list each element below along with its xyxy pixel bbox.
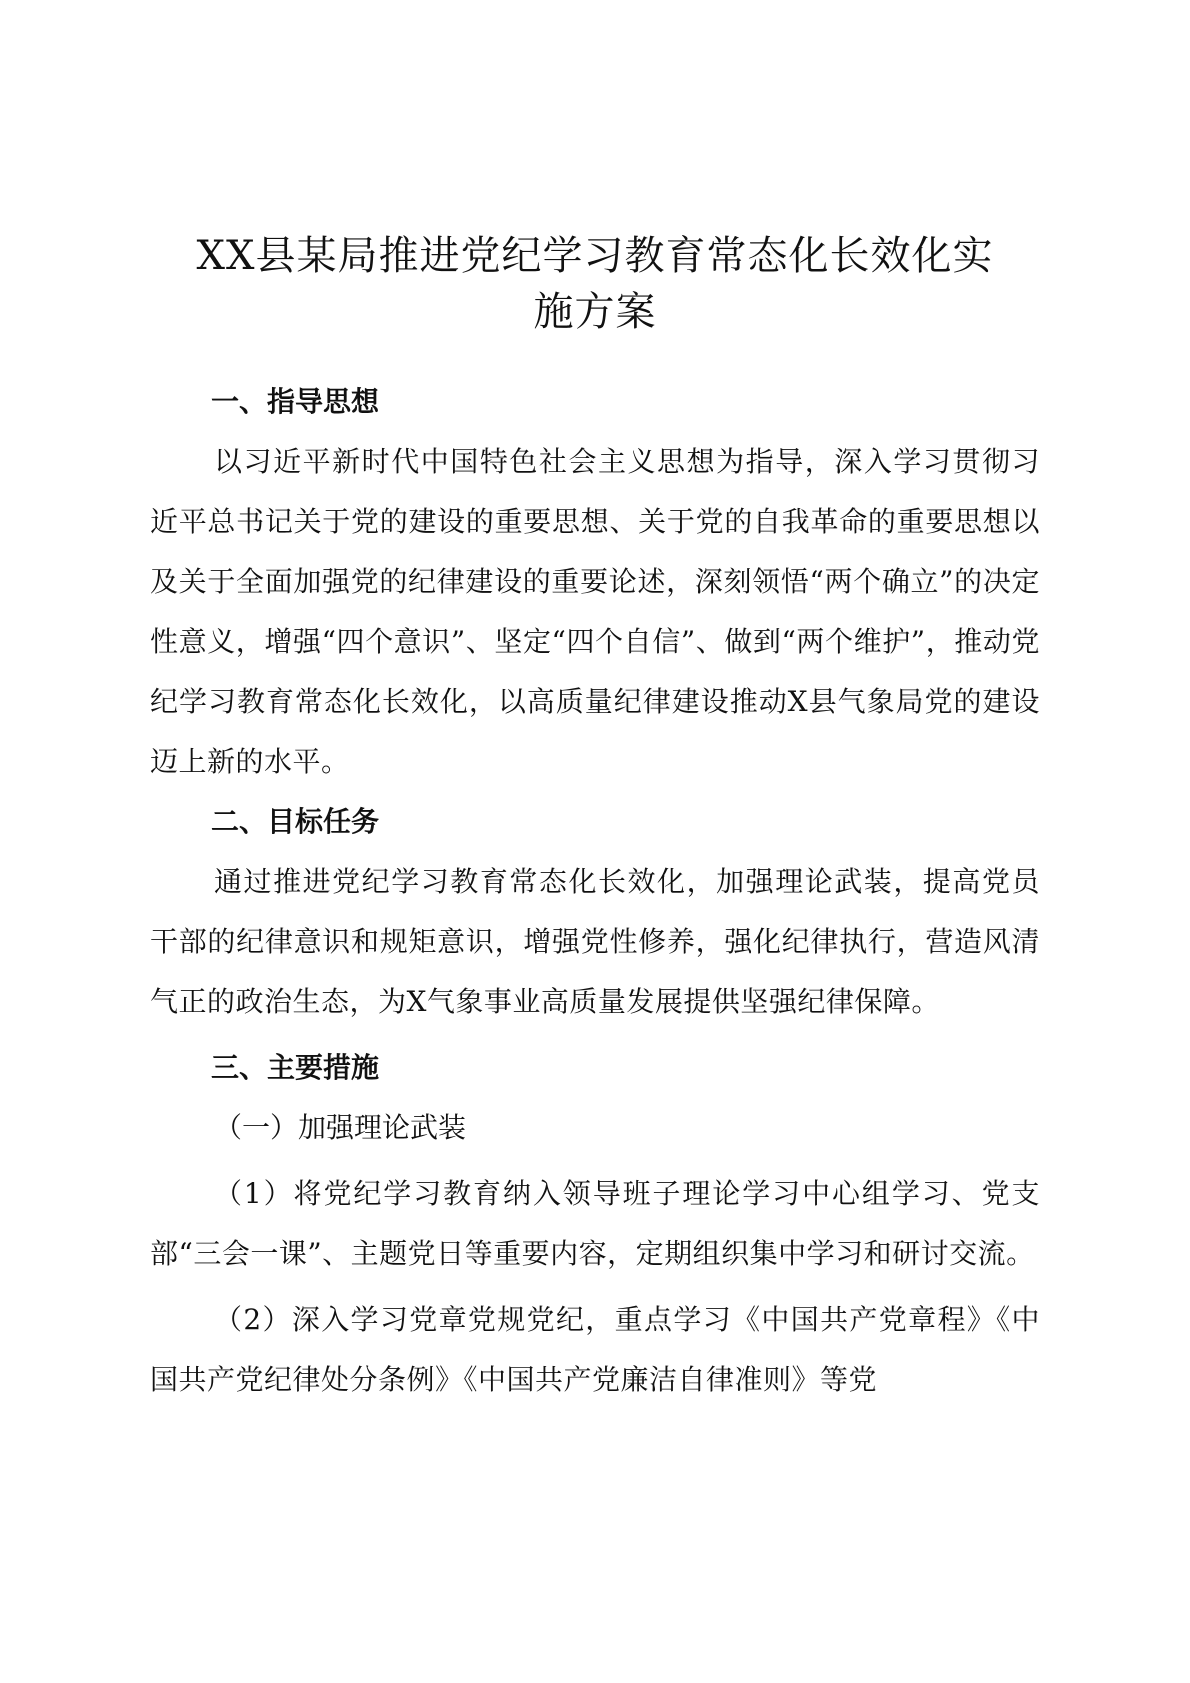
section-heading-guiding-ideology: 一、指导思想 bbox=[211, 385, 380, 418]
paragraph-measure-2: （2）深入学习党章党规党纪，重点学习《中国共产党章程》《中国共产党纪律处分条例》《中国共产党廉洁自律准则》等党 bbox=[150, 1303, 1040, 1396]
document-title bbox=[120, 228, 1070, 340]
document-body bbox=[150, 385, 1040, 1410]
section-heading-objectives: 二、目标任务 bbox=[211, 805, 380, 838]
subheading-theory-armament: （一）加强理论武装 bbox=[214, 1111, 467, 1144]
paragraph-measure-1: （1）将党纪学习教育纳入领导班子理论学习中心组学习、党支部“三会一课”、主题党日等重要内容，定期组织集中学习和研讨交流。 bbox=[150, 1177, 1040, 1270]
title-line-1: XX县某局推进党纪学习教育常态化长效化实 bbox=[196, 233, 994, 279]
section-heading-main-measures: 三、主要措施 bbox=[211, 1051, 380, 1084]
title-line-2: 施方案 bbox=[533, 289, 657, 335]
paragraph-guiding-ideology: 以习近平新时代中国特色社会主义思想为指导，深入学习贯彻习近平总书记关于党的建设的重要思想、关于党的自我革命的重要思想以及关于全面加强党的纪律建设的重要论述，深刻领悟“两个确立”的决定性意义，增强“四个意识”、坚定“四个自信”、做到“两个维护”，推动党纪学习教育常态化长效化，以高质量纪律建设推动X县气象局党的建设迈上新的水平。 bbox=[150, 445, 1040, 778]
paragraph-objectives: 通过推进党纪学习教育常态化长效化，加强理论武装，提高党员干部的纪律意识和规矩意识，增强党性修养，强化纪律执行，营造风清气正的政治生态，为X气象事业高质量发展提供坚强纪律保障。 bbox=[150, 865, 1040, 1018]
